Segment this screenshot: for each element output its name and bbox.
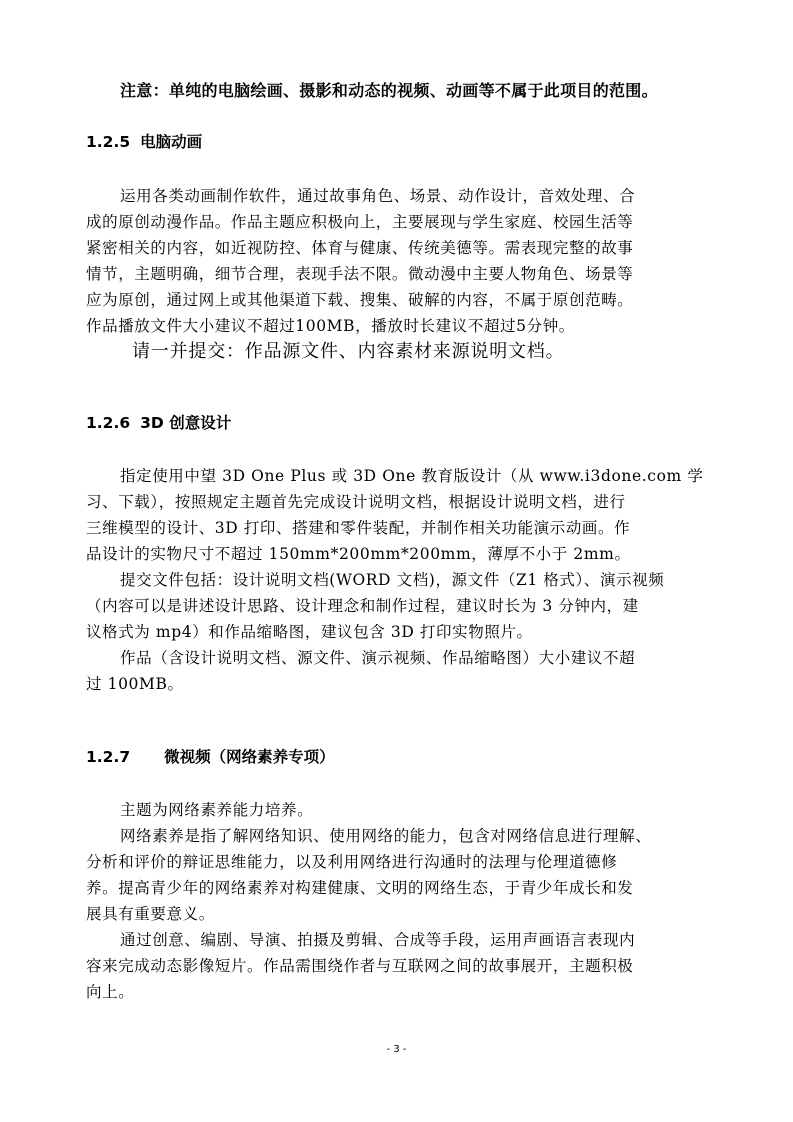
section-title: 微视频（网络素养专项） <box>164 748 335 766</box>
paragraph-line: 品设计的实物尺寸不超过 150mm*200mm*200mm，薄厚不小于 2mm。 <box>86 545 631 563</box>
paragraph-line: 作品播放文件大小建议不超过100MB，播放时长建议不超过5分钟。 <box>86 317 575 335</box>
page-number: - 3 - <box>386 1044 407 1055</box>
paragraph-line: 习、下载），按照规定主题首先完成设计说明文档，根据设计说明文档，进行 <box>86 493 626 511</box>
scope-note: 注意：单纯的电脑绘画、摄影和动态的视频、动画等不属于此项目的范围。 <box>120 81 658 100</box>
section-heading-1-2-7 <box>86 746 335 768</box>
submission-note: 请一并提交：作品源文件、内容素材来源说明文档。 <box>132 341 565 362</box>
paragraph-line: 过 100MB。 <box>86 675 184 693</box>
paragraph-line: 三维模型的设计、3D 打印、搭建和零件装配，并制作相关功能演示动画。作 <box>86 519 631 537</box>
paragraph-line: （内容可以是讲述设计思路、设计理念和制作过程，建议时长为 3 分钟内，建 <box>86 597 639 615</box>
section-title: 3D 创意设计 <box>140 414 232 432</box>
section-number: 1.2.6 <box>86 414 131 432</box>
paragraph-line: 养。提高青少年的网络素养对构建健康、文明的网络生态，于青少年成长和发 <box>86 879 634 897</box>
paragraph-line: 议格式为 mp4）和作品缩略图，建议包含 3D 打印实物照片。 <box>86 623 533 641</box>
section-title: 电脑动画 <box>140 133 203 151</box>
paragraph-line: 向上。 <box>86 983 135 1001</box>
section-number: 1.2.5 <box>86 133 131 151</box>
paragraph-line: 成的原创动漫作品。作品主题应积极向上，主要展现与学生家庭、校园生活等 <box>86 213 634 231</box>
section-heading-1-2-5 <box>86 131 202 153</box>
paragraph-line: 紧密相关的内容，如近视防控、体育与健康、传统美德等。需表现完整的故事 <box>86 239 634 257</box>
paragraph-line: 作品（含设计说明文档、源文件、演示视频、作品缩略图）大小建议不超 <box>120 649 636 667</box>
paragraph-line: 主题为网络素养能力培养。 <box>120 801 314 819</box>
paragraph-line: 通过创意、编剧、导演、拍摄及剪辑、合成等手段，运用声画语言表现内 <box>120 931 636 949</box>
paragraph-line: 容来完成动态影像短片。作品需围绕作者与互联网之间的故事展开，主题积极 <box>86 957 634 975</box>
paragraph-line: 分析和评价的辩证思维能力，以及利用网络进行沟通时的法理与伦理道德修 <box>86 853 618 871</box>
paragraph-line: 运用各类动画制作软件，通过故事角色、场景、动作设计，音效处理、合 <box>120 187 636 205</box>
section-number: 1.2.7 <box>86 748 131 766</box>
paragraph-line: 网络素养是指了解网络知识、使用网络的能力，包含对网络信息进行理解、 <box>120 827 652 845</box>
paragraph-line: 应为原创，通过网上或其他渠道下载、搜集、破解的内容，不属于原创范畴。 <box>86 291 634 309</box>
section-heading-1-2-6 <box>86 412 231 434</box>
paragraph-line: 指定使用中望 3D One Plus 或 3D One 教育版设计（从 www.i3done.com 学 <box>120 467 704 485</box>
paragraph-line: 情节，主题明确，细节合理，表现手法不限。微动漫中主要人物角色、场景等 <box>86 265 634 283</box>
paragraph-line: 提交文件包括：设计说明文档(WORD 文档)，源文件（Z1 格式）、演示视频 <box>120 571 665 589</box>
paragraph-line: 展具有重要意义。 <box>86 905 215 923</box>
